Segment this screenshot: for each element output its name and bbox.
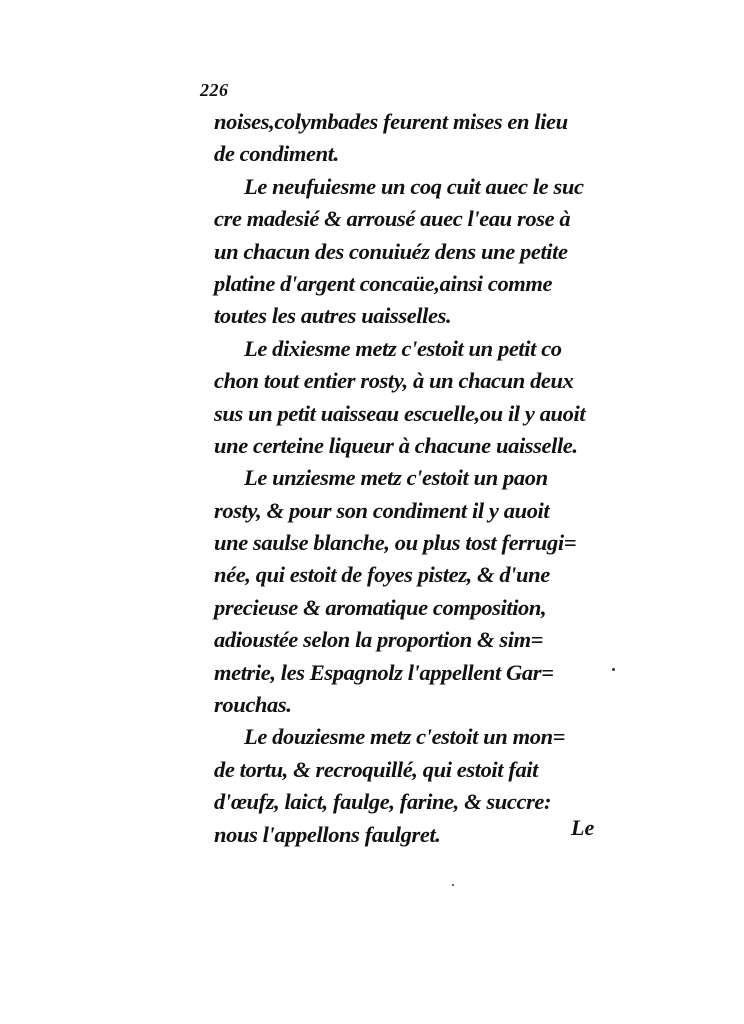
text-line: Le neufuiesme un coq cuit auec le suc: [244, 173, 584, 199]
text-line: metrie, les Espagnolz l'appellent Gar=: [214, 659, 554, 685]
ink-speck: [612, 668, 615, 671]
text-line: un chacun des conuiuéz dens une petite: [214, 238, 568, 264]
text-line: Le unziesme metz c'estoit un paon: [244, 465, 548, 491]
text-line: toutes les autres uaisselles.: [214, 303, 452, 329]
text-line: sus un petit uaisseau escuelle,ou il y auoit: [214, 400, 586, 426]
text-line: de condiment.: [214, 141, 339, 167]
text-line: chon tout entier rosty, à un chacun deux: [214, 368, 574, 394]
page-number: 226: [200, 80, 229, 100]
catchword: Le: [571, 815, 595, 840]
text-line: rouchas.: [214, 692, 292, 718]
text-line: nous l'appellons faulgret.: [214, 821, 441, 847]
text-line: precieuse & aromatique composition,: [214, 594, 547, 620]
text-line: platine d'argent concaüe,ainsi comme: [214, 270, 553, 296]
ink-speck: [452, 884, 454, 886]
text-line: Le dixiesme metz c'estoit un petit co: [244, 335, 562, 361]
text-line: noises,colymbades feurent mises en lieu: [214, 109, 568, 134]
text-line: rosty, & pour son condiment il y auoit: [214, 497, 550, 523]
text-line: d'œufz, laict, faulge, farine, & succre:: [214, 789, 552, 815]
text-line: une saulse blanche, ou plus tost ferrugi=: [214, 530, 577, 556]
text-line: cre madesié & arrousé auec l'eau rose à: [214, 206, 571, 232]
text-line: née, qui estoit de foyes pistez, & d'une: [214, 562, 550, 588]
text-line: de tortu, & recroquillé, qui estoit fait: [214, 756, 539, 782]
text-line: une certeine liqueur à chacune uaisselle.: [214, 432, 578, 458]
text-line: Le douziesme metz c'estoit un mon=: [244, 724, 566, 750]
body-text: [214, 106, 604, 851]
text-line: adioustée selon la proportion & sim=: [214, 627, 544, 653]
